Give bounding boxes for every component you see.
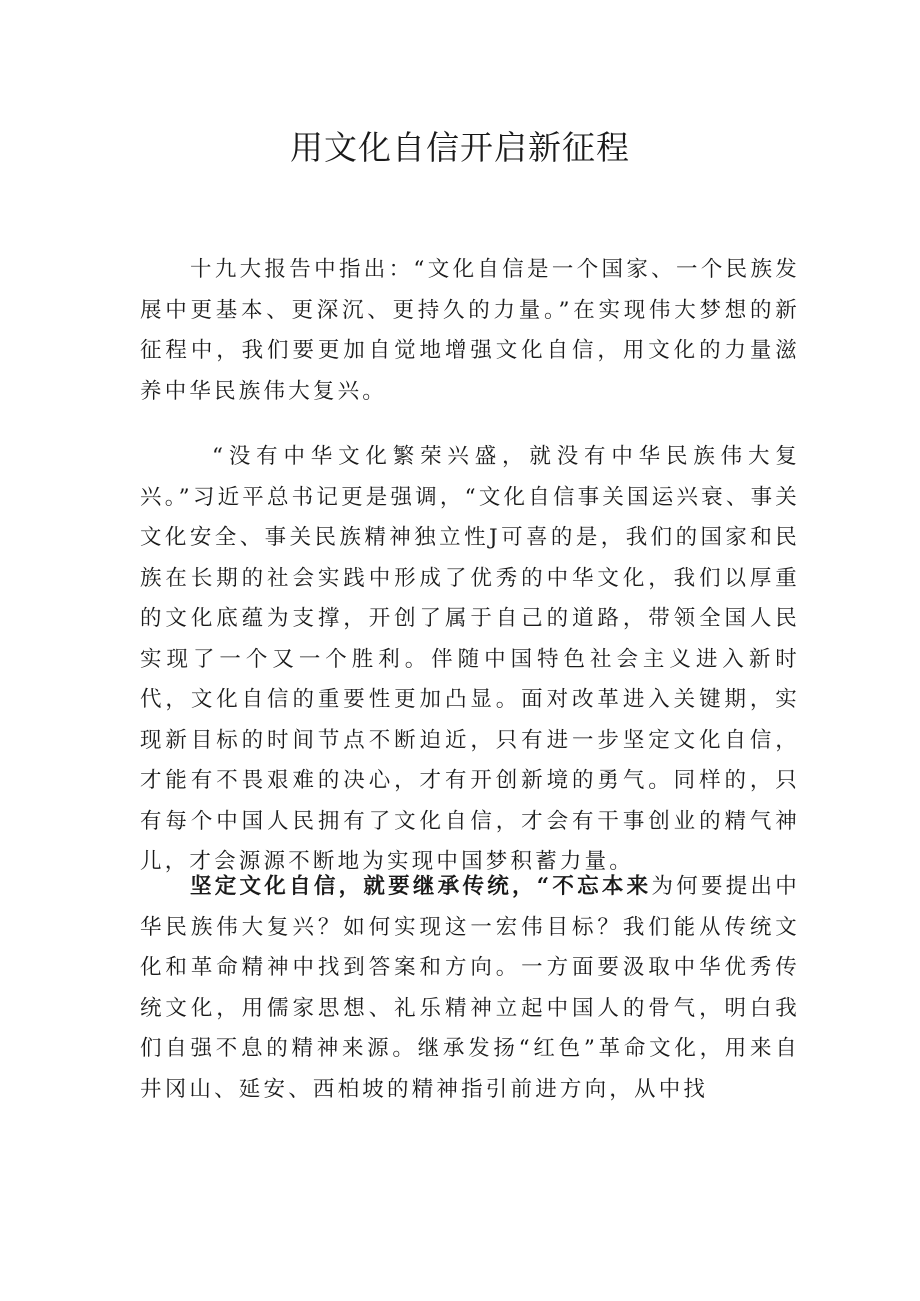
paragraph-3 (140, 867, 800, 1110)
paragraph-2: “没有中华文化繁荣兴盛，就没有中华民族伟大复兴。”习近平总书记更是强调，“文化自信事关国运兴衰、事关文化安全、事关民族精神独立性J可喜的是，我们的国家和民族在长期的社会实践中形成了优秀的中华文化，我们以厚重的文化底蕴为支撑，开创了属于自己的道路，带领全国人民实现了一个又一个胜利。伴随中国特色社会主义进入新时代，文化自信的重要性更加凸显。面对改革进入关键期，实现新目标的时间节点不断迫近，只有进一步坚定文化自信，才能有不畏艰难的决心，才有开创新境的勇气。同样的，只有每个中国人民拥有了文化自信，才会有干事创业的精气神儿，才会源源不断地为实现中国梦积蓄力量。 (140, 444, 800, 874)
paragraph-3-text: 为何要提出中华民族伟大复兴？如何实现这一宏伟目标？我们能从传统文化和革命精神中找到答案和方向。一方面要汲取中华优秀传统文化，用儒家思想、礼乐精神立起中国人的骨气，明白我们自强不息的精神来源。继承发扬“红色”革命文化，用来自井冈山、延安、西柏坡的精神指引前进方向，从中找 (140, 874, 801, 1102)
paragraph-3-lead-bold: 坚定文化自信，就要继承传统，“不忘本来 (190, 874, 652, 899)
paragraph-1: 十九大报告中指出：“文化自信是一个国家、一个民族发展中更基本、更深沉、更持久的力量。”在实现伟大梦想的新征程中，我们要更加自觉地增强文化自信，用文化的力量滋养中华民族伟大复兴。 (140, 257, 800, 404)
document-title: 用文化自信开启新征程 (290, 128, 630, 167)
